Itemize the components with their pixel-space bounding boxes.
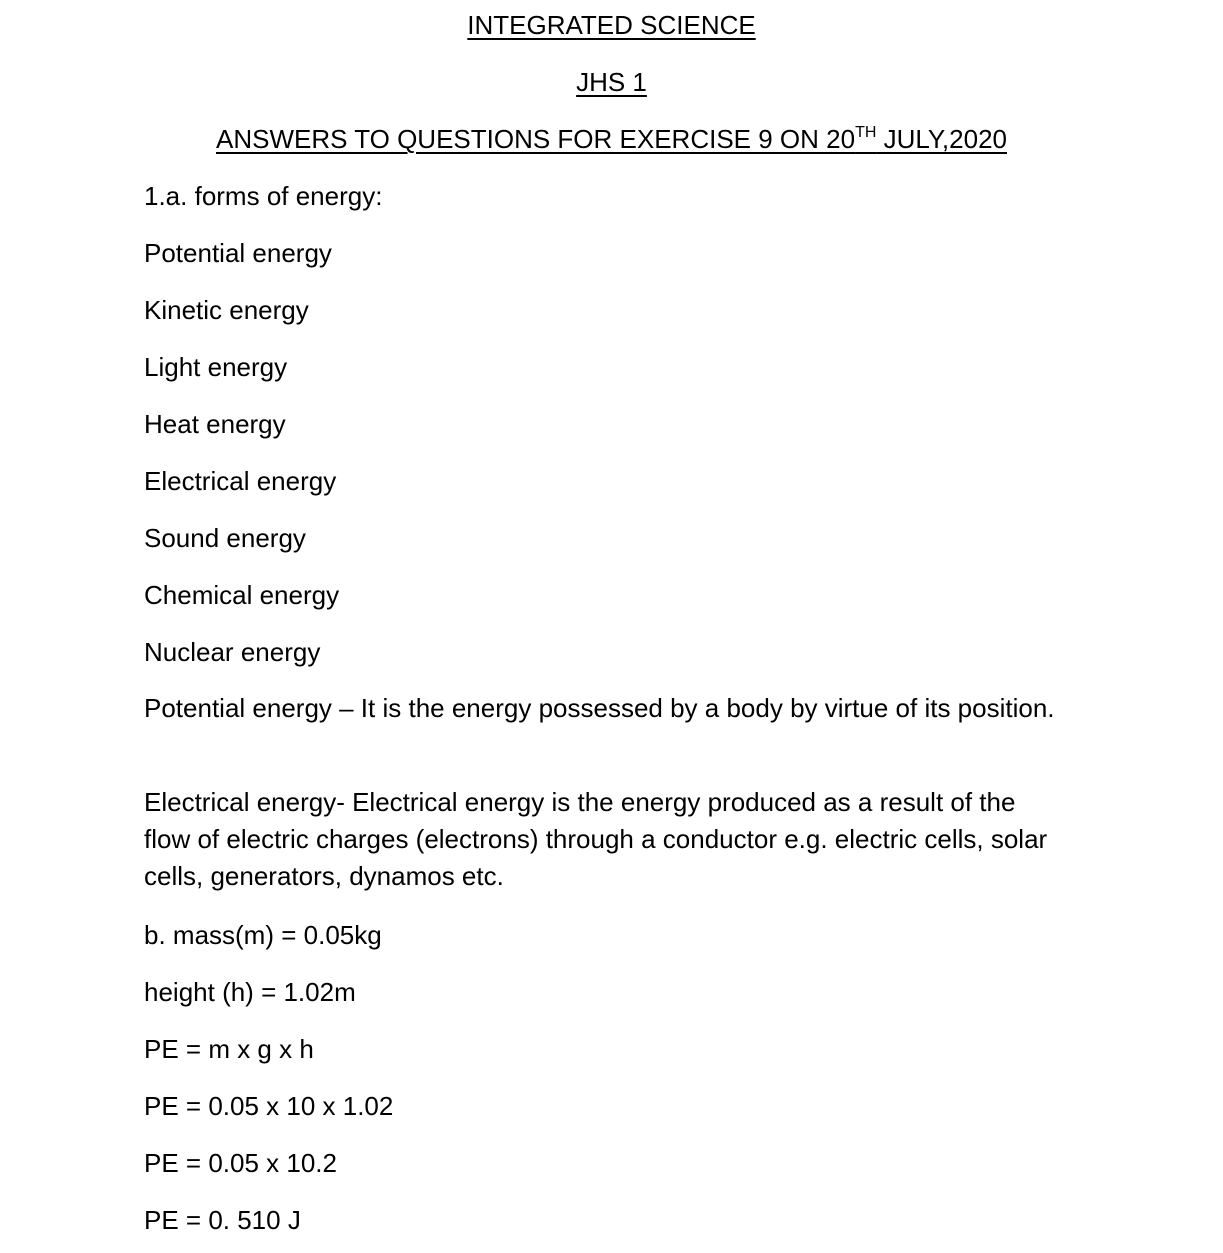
energy-form-item: Potential energy [144,238,332,268]
energy-form-item: Heat energy [144,409,286,439]
electrical-energy-definition: Electrical energy- Electrical energy is the energy produced as a result of the flow of electric charges (electrons) through a conductor e.g. electric cells, solar cells, generators, dynamos etc. [144,787,1048,891]
calculation-result: PE = 0. 510 J [144,1205,301,1235]
energy-form-item: Nuclear energy [144,637,321,667]
mass-line: b. mass(m) = 0.05kg [144,920,382,950]
title-main: ANSWERS TO QUESTIONS FOR EXERCISE 9 ON 20 [216,124,856,154]
calculation-step-2: PE = 0.05 x 10.2 [144,1148,337,1178]
energy-form-item: Sound energy [144,523,306,553]
potential-energy-definition: Potential energy – It is the energy possessed by a body by virtue of its position. [144,693,1055,723]
document-subject [0,10,1223,40]
title-text [216,124,1007,154]
class-level-text: JHS 1 [576,67,647,97]
calculation-step-1: PE = 0.05 x 10 x 1.02 [144,1091,394,1121]
height-line: height (h) = 1.02m [144,977,356,1007]
energy-form-item: Light energy [144,352,288,382]
document-class-level [0,67,1223,97]
energy-form-item: Chemical energy [144,580,340,610]
formula-line: PE = m x g x h [144,1034,314,1064]
energy-form-item: Kinetic energy [144,295,309,325]
document-title [0,124,1223,154]
title-superscript: TH [855,124,877,141]
title-end: JULY,2020 [876,124,1007,154]
energy-form-item: Electrical energy [144,466,337,496]
subject-text: INTEGRATED SCIENCE [467,10,756,40]
q1a-heading: 1.a. forms of energy: [144,181,383,211]
